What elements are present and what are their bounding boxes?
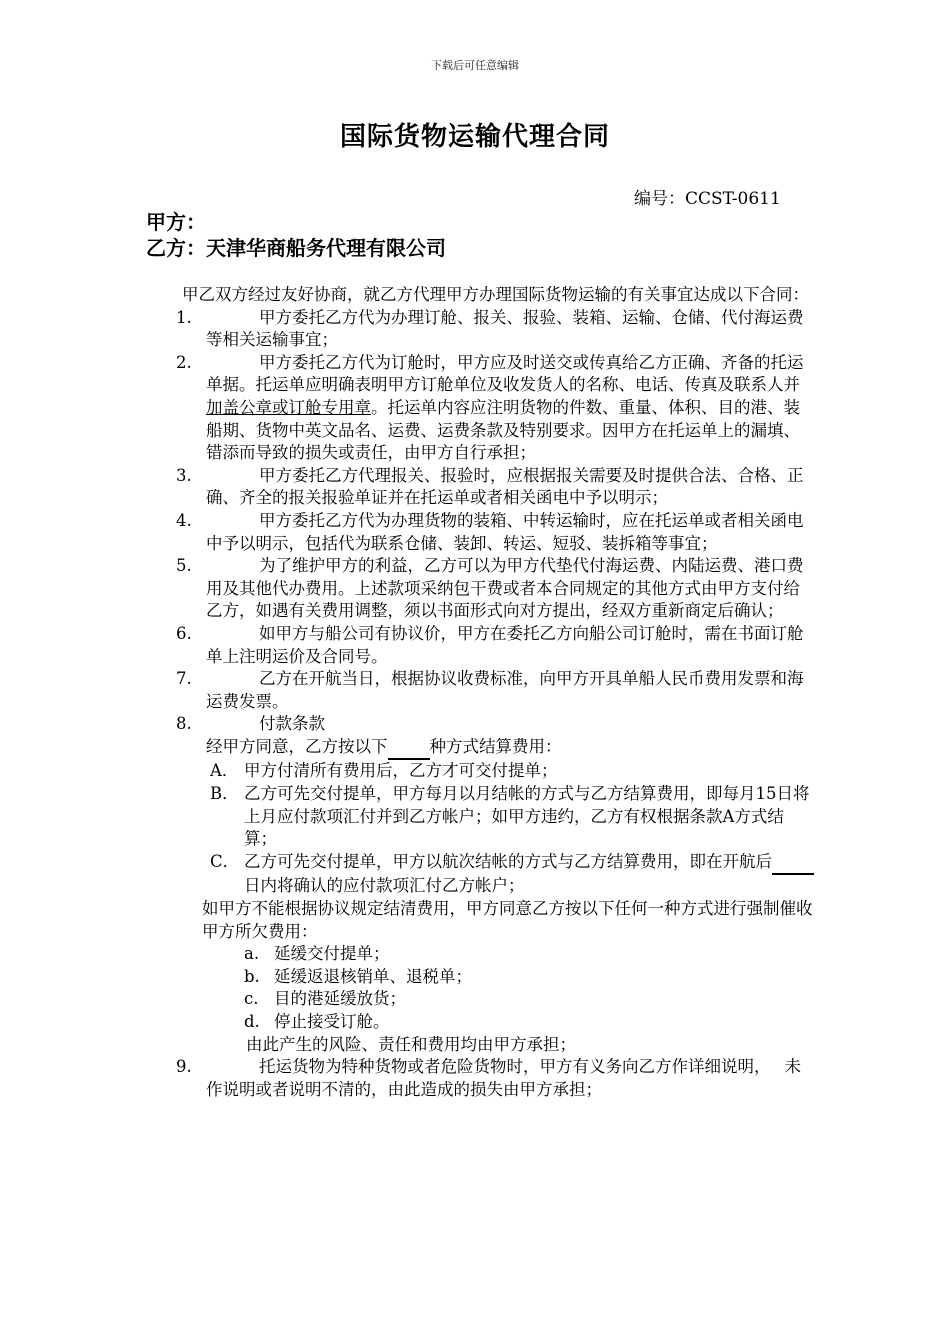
document-title: 国际货物运输代理合同: [339, 122, 610, 152]
clause-7: 7. 乙方在开航当日，根据协议收费标准，向甲方开具单船人民币费用发票和海运费发票。: [176, 669, 804, 711]
clause-8: 8. 付款条款: [176, 714, 325, 734]
clause-9: 9. 托运货物为特种货物或者危险货物时，甲方有义务向乙方作详细说明， 未作说明或者说明不清的，由此造成的损失由甲方承担；: [176, 1057, 801, 1099]
clause-text: 。托运单内容应注明货物的件数、重量、体积、目的港、装船期、货物中英文品名、运费、运费条款及特别要求。因甲方在托运单上的漏填、错添而导致的损失或责任，由甲方自行承担；: [206, 397, 800, 463]
party-a: 甲方：: [146, 210, 206, 234]
clause-6: 6. 如甲方与船公司有协议价，甲方在委托乙方向船公司订舱时，需在书面订舱单上注明运价及合同号。: [176, 623, 804, 666]
payment-option-b: B． 乙方可先交付提单，甲方每月以月结帐的方式与乙方结算费用，即每月15日将上月应付款项汇付并到乙方帐户；如甲方违约，乙方有权根据条款A方式结算；: [210, 784, 810, 849]
contract-body: [146, 284, 816, 1101]
payment-closing: 由此产生的风险、责任和费用均由甲方承担；: [246, 1034, 576, 1054]
clause-4: 4. 甲方委托乙方代为办理货物的装箱、中转运输时，应在托运单或者相关函电中予以明示，包括代为联系仓储、装卸、转运、短驳、装拆箱等事宜；: [176, 510, 804, 553]
payment-lead: 经甲方同意，乙方按以下 种方式结算费用：: [146, 736, 816, 761]
clause-text: 甲方委托乙方代为订舱时，甲方应及时送交或传真给乙方正确、齐备的托运单据。托运单应明确表明甲方订舱单位及收发货人的名称、电话、传真及联系人并: [206, 352, 804, 395]
clause-text: 甲方委托乙方代理报关、报验时，应根据报关需要及时提供合法、合格、正确、齐全的报关报验单证并在托运单或者相关函电中予以明示；: [206, 465, 804, 508]
clause-5: 5. 为了维护甲方的利益，乙方可以为甲方代垫代付海运费、内陆运费、港口费用及其他代办费用。上述款项采纳包干费或者本合同规定的其他方式由甲方支付给乙方，如遇有关费用调整，须以书面形式向对方提出，经双方重新商定后确认；: [176, 556, 804, 621]
clause-text: 乙方在开航当日，根据协议收费标准，向甲方开具单船人民币费用发票和海运费发票。: [206, 669, 804, 711]
underlined-text: 加盖公章或订舱专用章: [206, 397, 371, 417]
measure-a: a. 延缓交付提单；: [244, 944, 390, 964]
intro-paragraph: 甲乙双方经过友好协商，就乙方代理甲方办理国际货物运输的有关事宜达成以下合同：: [182, 285, 809, 304]
clause-1: 1. 甲方委托乙方代为办理订舱、报关、报验、装箱、运输、仓储、代付海运费等相关运输事宜；: [176, 307, 804, 350]
clause-text: 未作说明或者说明不清的，由此造成的损失由甲方承担；: [206, 1057, 801, 1099]
measure-b: b. 延缓返退核销单、退税单；: [244, 966, 472, 986]
contract-number: 编号：CCST-0611: [634, 189, 781, 209]
blank-line: [388, 736, 430, 761]
measure-c: c. 目的港延缓放货；: [244, 989, 406, 1009]
payment-option-a: A． 甲方付清所有费用后，乙方才可交付提单；: [210, 761, 558, 781]
payment-option-c: C． 乙方可先交付提单，甲方以航次结帐的方式与乙方结算费用，即在开航后 日内将确认的应付款项汇付乙方帐户；: [146, 851, 816, 898]
clause-2: 2. 甲方委托乙方代为订舱时，甲方应及时送交或传真给乙方正确、齐备的托运单据。托运单应明确表明甲方订舱单位及收发货人的名称、电话、传真及联系人并加盖公章或订舱专用章。托运单内容应注明货物的件数、重量、体积、目的港、装船期、货物中英文品名、运费、运费条款及特别要求。因甲方在托运单上的漏填、错添而导致的损失或责任，由甲方自行承担；: [176, 352, 804, 463]
clause-text: 甲方委托乙方代为办理订舱、报关、报验、装箱、运输、仓储、代付海运费等相关运输事宜；: [206, 307, 804, 350]
clause-text: 如甲方与船公司有协议价，甲方在委托乙方向船公司订舱时，需在书面订舱单上注明运价及合同号。: [206, 623, 804, 666]
party-b: 乙方：天津华商船务代理有限公司: [146, 236, 446, 260]
enforcement-paragraph: 如甲方不能根据协议规定结清费用，甲方同意乙方按以下任何一种方式进行强制催收甲方所欠费用：: [202, 899, 813, 941]
clause-text: 付款条款: [259, 714, 325, 734]
blank-line: [772, 851, 814, 876]
clause-text: 托运货物为特种货物或者危险货物时，甲方有义务向乙方作详细说明，: [259, 1057, 771, 1077]
clause-text: 甲方委托乙方代为办理货物的装箱、中转运输时，应在托运单或者相关函电中予以明示，包括代为联系仓储、装卸、转运、短驳、装拆箱等事宜；: [206, 510, 804, 553]
measure-d: d. 停止接受订舱。: [244, 1012, 390, 1031]
clause-text: 为了维护甲方的利益，乙方可以为甲方代垫代付海运费、内陆运费、港口费用及其他代办费用。上述款项采纳包干费或者本合同规定的其他方式由甲方支付给乙方，如遇有关费用调整，须以书面形式向对方提出，经双方重新商定后确认；: [206, 556, 804, 621]
header-note: 下载后可任意编辑: [431, 59, 519, 72]
clause-3: 3. 甲方委托乙方代理报关、报验时，应根据报关需要及时提供合法、合格、正确、齐全的报关报验单证并在托运单或者相关函电中予以明示；: [176, 465, 804, 508]
